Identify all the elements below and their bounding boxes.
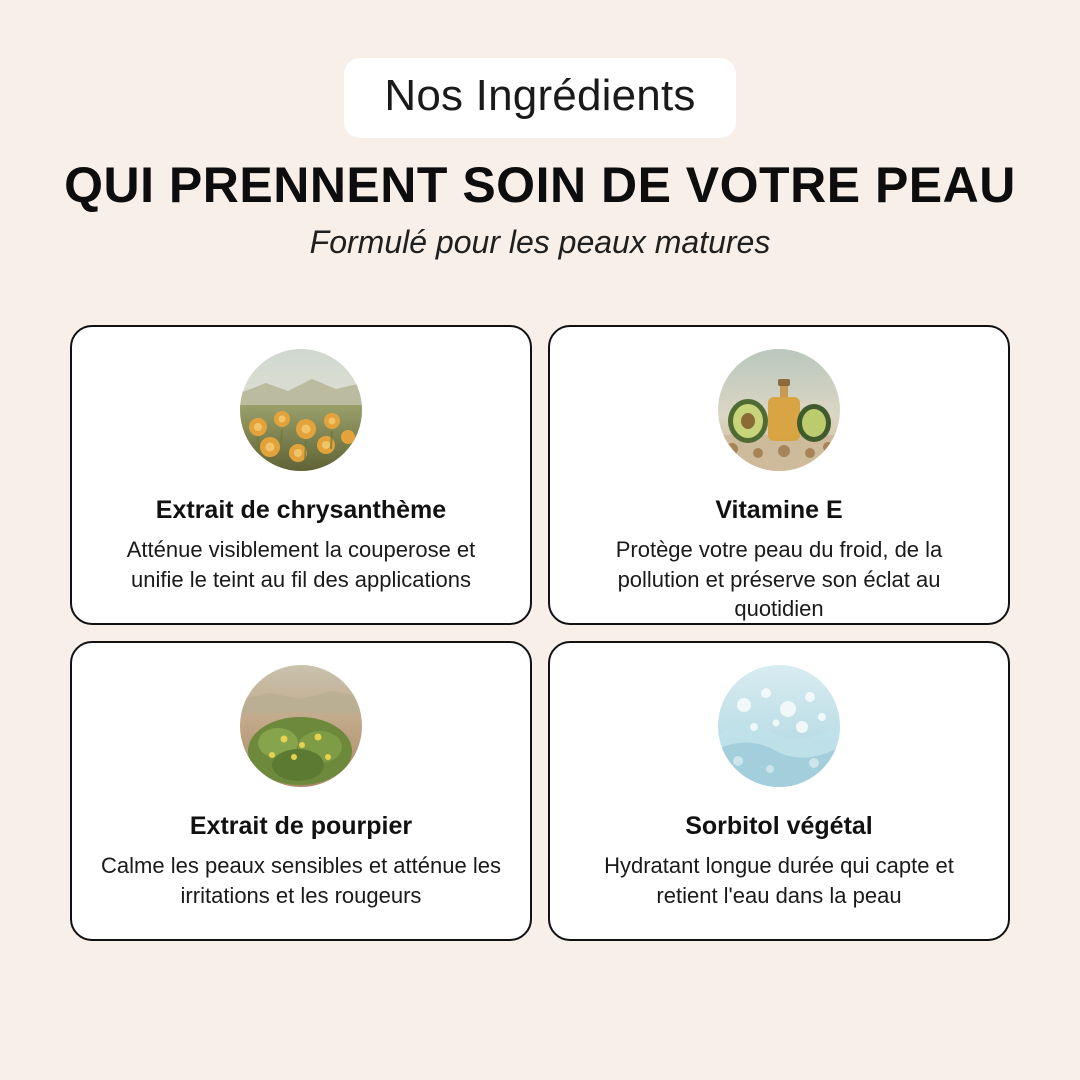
ingredient-description: Atténue visiblement la couperose et unifie le teint au fil des applications	[126, 537, 476, 592]
ingredient-description: Hydratant longue durée qui capte et retient l'eau dans la peau	[604, 853, 954, 908]
gel-droplets-photo	[718, 665, 840, 787]
header	[0, 0, 1080, 261]
ingredient-description: Calme les peaux sensibles et atténue les irritations et les rougeurs	[101, 853, 501, 908]
ingredient-card-grid	[70, 325, 1010, 941]
ingredient-title: Sorbitol végétal	[685, 812, 873, 841]
ingredient-card	[548, 641, 1010, 941]
page-title: QUI PRENNENT SOIN DE VOTRE PEAU	[64, 157, 1016, 214]
ingredient-card	[70, 641, 532, 941]
ingredient-title: Extrait de pourpier	[189, 812, 413, 841]
avocado-oil-bottle-photo	[718, 349, 840, 471]
ingredient-title: Vitamine E	[715, 496, 843, 525]
eyebrow-badge: Nos Ingrédients	[344, 58, 735, 138]
ingredient-card	[548, 325, 1010, 625]
chrysanthemum-field-photo	[240, 349, 362, 471]
purslane-plant-photo	[240, 665, 362, 787]
ingredient-description: Protège votre peau du froid, de la pollution et préserve son éclat au quotidien	[615, 537, 943, 622]
ingredient-title: Extrait de chrysanthème	[155, 496, 447, 525]
ingredient-card	[70, 325, 532, 625]
page-subtitle: Formulé pour les peaux matures	[309, 224, 771, 261]
